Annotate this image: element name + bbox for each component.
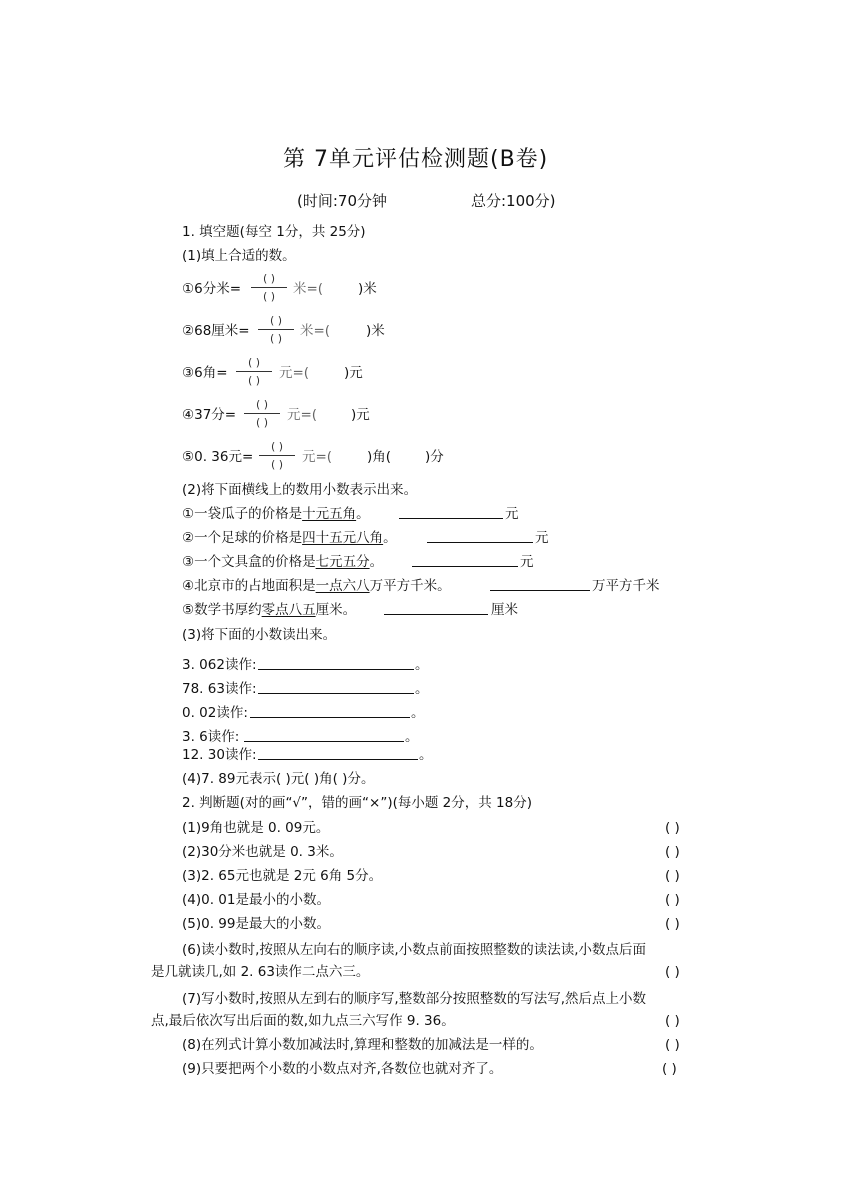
q1-part1-heading: (1)填上合适的数。 <box>182 248 296 264</box>
judge-item: (1)9角也就是 0. 09元。 <box>182 820 330 836</box>
judge-paren[interactable]: ( ) <box>665 1013 680 1029</box>
unit-label: 万平方千米 <box>592 578 660 594</box>
answer-blank[interactable] <box>258 746 418 760</box>
underlined-amount: 零点八五 <box>261 602 316 618</box>
p3-label: 3. 6读作: <box>182 729 240 745</box>
p3-dot: 。 <box>411 705 425 721</box>
p2-item-1: ①一袋瓜子的价格是十元五角。 <box>182 506 370 522</box>
answer-blank[interactable] <box>427 529 533 543</box>
unit-label: 元 <box>535 530 549 546</box>
judge-paren[interactable]: ( ) <box>662 1061 677 1077</box>
answer-blank[interactable] <box>244 728 404 742</box>
fraction-blank[interactable]: ( ) ( ) <box>234 357 274 387</box>
conv-post2: )分 <box>425 449 444 465</box>
answer-blank[interactable] <box>258 656 414 670</box>
underlined-amount: 一点六八 <box>315 578 370 594</box>
p3-dot: 。 <box>415 681 429 697</box>
conv-unit: 米=( <box>300 323 331 339</box>
unit-label: 元 <box>505 506 519 522</box>
conv-post: )米 <box>358 281 377 297</box>
judge-paren[interactable]: ( ) <box>665 964 680 980</box>
underlined-amount: 七元五分 <box>315 554 370 570</box>
judge-paren[interactable]: ( ) <box>665 1037 680 1053</box>
conv-label: ①6分米= <box>182 281 242 297</box>
judge-paren[interactable]: ( ) <box>665 868 680 884</box>
fraction-blank[interactable]: ( ) ( ) <box>256 315 296 345</box>
p2-item-3: ③一个文具盒的价格是七元五分。 <box>182 554 384 570</box>
conv-label: ②68厘米= <box>182 323 250 339</box>
judge-paren[interactable]: ( ) <box>665 892 680 908</box>
q1-heading: 1. 填空题(每空 1分，共 25分) <box>182 224 366 240</box>
underlined-amount: 十元五角 <box>302 506 357 522</box>
p3-label: 12. 30读作: <box>182 747 257 763</box>
p2-item-5: ⑤数学书厚约零点八五厘米。 <box>182 602 357 618</box>
judge-paren[interactable]: ( ) <box>665 916 680 932</box>
time-limit: (时间:70分钟 <box>297 192 387 210</box>
conv-post: )元 <box>351 407 370 423</box>
judge-item-long-line1: (6)读小数时,按照从左向右的顺序读,小数点前面按照整数的读法读,小数点后面 <box>182 942 646 958</box>
p3-dot: 。 <box>405 729 419 745</box>
conv-label: ⑤0. 36元= <box>182 449 254 465</box>
underlined-amount: 四十五元八角 <box>302 530 384 546</box>
total-score: 总分:100分) <box>471 192 556 210</box>
conv-post: )元 <box>344 365 363 381</box>
conv-unit: 米=( <box>293 281 324 297</box>
judge-item: (9)只要把两个小数的小数点对齐,各数位也就对齐了。 <box>182 1061 503 1077</box>
judge-item: (4)0. 01是最小的小数。 <box>182 892 330 908</box>
answer-blank[interactable] <box>384 601 488 615</box>
conv-label: ④37分= <box>182 407 237 423</box>
judge-item-long-line2: 点,最后依次写出后面的数,如九点三六写作 9. 36。 <box>151 1013 455 1029</box>
p3-dot: 。 <box>419 747 433 763</box>
conv-post: )角( <box>367 449 392 465</box>
conv-unit: 元=( <box>279 365 310 381</box>
judge-item: (2)30分米也就是 0. 3米。 <box>182 844 343 860</box>
answer-blank[interactable] <box>490 577 590 591</box>
judge-item-long-line1: (7)写小数时,按照从左到右的顺序写,整数部分按照整数的写法写,然后点上小数 <box>182 991 646 1007</box>
fraction-blank[interactable]: ( ) ( ) <box>249 273 289 303</box>
judge-item: (3)2. 65元也就是 2元 6角 5分。 <box>182 868 383 884</box>
q1-part4: (4)7. 89元表示( )元( )角( )分。 <box>182 771 375 787</box>
conv-post: )米 <box>366 323 385 339</box>
conv-label: ③6角= <box>182 365 228 381</box>
answer-blank[interactable] <box>250 704 410 718</box>
judge-item: (8)在列式计算小数加减法时,算理和整数的加减法是一样的。 <box>182 1037 543 1053</box>
p3-label: 3. 062读作: <box>182 657 257 673</box>
answer-blank[interactable] <box>258 680 414 694</box>
p3-label: 0. 02读作: <box>182 705 248 721</box>
answer-blank[interactable] <box>399 505 503 519</box>
unit-label: 厘米 <box>491 602 518 618</box>
judge-item-long-line2: 是几就读几,如 2. 63读作二点六三。 <box>151 964 370 980</box>
page-title: 第 7单元评估检测题(B卷) <box>283 147 549 172</box>
fraction-blank[interactable]: ( ) ( ) <box>257 441 297 471</box>
judge-paren[interactable]: ( ) <box>665 844 680 860</box>
p2-item-4: ④北京市的占地面积是一点六八万平方千米。 <box>182 578 451 594</box>
conv-unit: 元=( <box>302 449 333 465</box>
q1-part3-heading: (3)将下面的小数读出来。 <box>182 627 337 643</box>
conv-unit: 元=( <box>287 407 318 423</box>
judge-paren[interactable]: ( ) <box>665 820 680 836</box>
fraction-blank[interactable]: ( ) ( ) <box>242 399 282 429</box>
judge-item: (5)0. 99是最大的小数。 <box>182 916 330 932</box>
p3-dot: 。 <box>415 657 429 673</box>
p3-label: 78. 63读作: <box>182 681 257 697</box>
unit-label: 元 <box>520 554 534 570</box>
q2-heading: 2. 判断题(对的画“√”，错的画“×”)(每小题 2分，共 18分) <box>182 795 532 811</box>
q1-part2-heading: (2)将下面横线上的数用小数表示出来。 <box>182 482 418 498</box>
p2-item-2: ②一个足球的价格是四十五元八角。 <box>182 530 397 546</box>
answer-blank[interactable] <box>412 553 518 567</box>
